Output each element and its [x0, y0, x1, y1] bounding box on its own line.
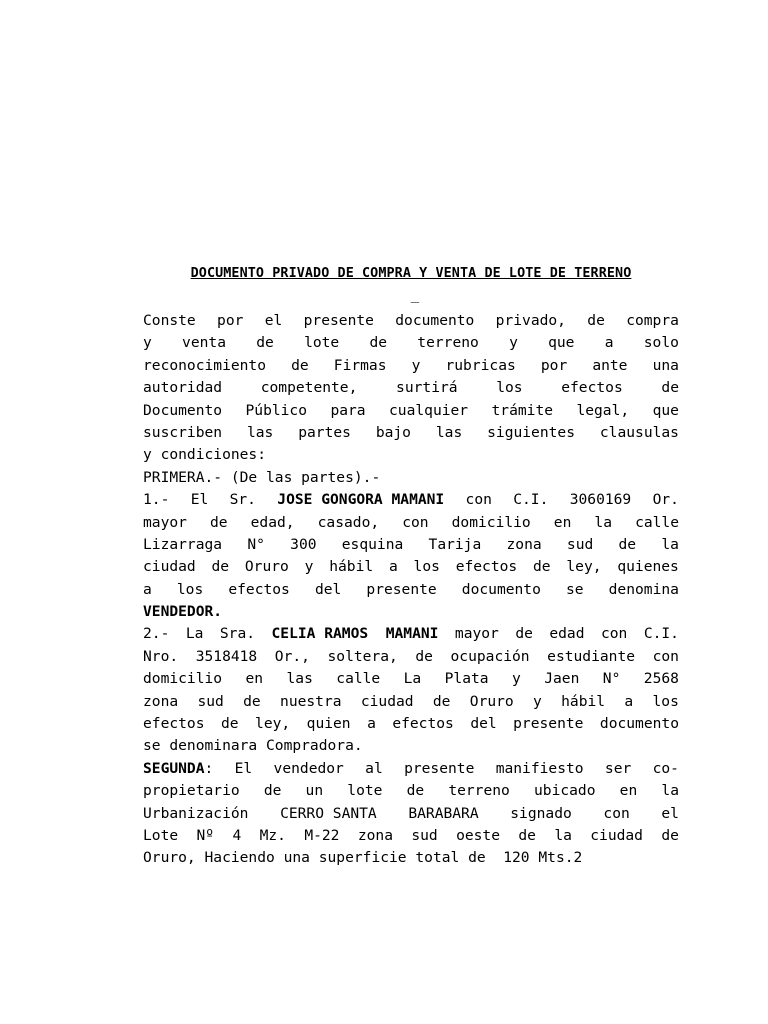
body-word: mayor [143, 513, 187, 531]
body-word-group [143, 758, 213, 780]
body-word: de [515, 625, 533, 643]
body-word: hábil [561, 692, 606, 710]
body-word: C.I. [513, 491, 549, 509]
body-word: en [553, 513, 572, 531]
body-word: BARABARA [408, 804, 479, 822]
body-line [143, 534, 679, 556]
body-line [143, 422, 679, 444]
body-word: 2.- [143, 625, 170, 643]
body-word: de [291, 356, 309, 374]
body-word: M-22 [304, 826, 340, 844]
body-word: al [365, 759, 383, 777]
body-word: suscriben [143, 423, 223, 441]
body-line [143, 512, 679, 534]
body-word: y [411, 356, 421, 374]
body-word: La [403, 670, 422, 688]
body-word: del [470, 715, 497, 733]
body-word: una [652, 356, 679, 374]
body-word: documento [599, 715, 679, 733]
body-word: de [369, 334, 388, 352]
body-word: efectos [392, 715, 454, 733]
body-word: competente, [260, 379, 358, 397]
body-word: surtirá [396, 379, 458, 397]
body-word: con [600, 625, 628, 643]
body-word: las [286, 670, 313, 688]
body-word: ciudad [590, 826, 643, 844]
body-word: 3060169 [569, 491, 632, 509]
body-word: siguientes [487, 423, 575, 441]
body-line [143, 623, 679, 645]
body-word: las [246, 423, 274, 441]
body-word: Oruro, Haciendo una superficie total de 120 Mts.2 [143, 849, 583, 867]
body-word: privado, [495, 312, 566, 329]
body-word: de [256, 334, 274, 352]
body-line [143, 489, 679, 511]
body-word: ubicado [534, 782, 596, 800]
body-line [143, 758, 679, 780]
body-word: Oruro [244, 558, 289, 576]
body-word: de [220, 715, 239, 733]
body-line [143, 444, 679, 466]
body-line [143, 691, 679, 713]
body-word: ciudad [360, 692, 414, 710]
body-word: Documento [143, 401, 223, 419]
body-word: partes [298, 423, 351, 441]
body-line [143, 803, 679, 825]
body-word: y condiciones: [143, 446, 267, 464]
body-line [143, 332, 679, 354]
body-word: Nº [196, 826, 215, 844]
title-underscore-mark: _ [410, 287, 420, 303]
body-word: ante [592, 356, 628, 374]
body-word: terreno [417, 334, 479, 352]
body-word: zona [143, 692, 179, 710]
body-word: Firmas [333, 356, 387, 374]
body-word: esquina [341, 535, 404, 553]
body-word: con [603, 804, 630, 822]
body-word: presente [404, 759, 475, 777]
body-word: rubricas [445, 356, 516, 374]
body-word: 3518418 [195, 647, 258, 665]
body-word: autoridad [143, 379, 223, 397]
body-word: se denominara Compradora. [143, 737, 363, 755]
body-word: de [661, 379, 679, 397]
body-word: de [618, 535, 637, 553]
body-word: sud [197, 692, 224, 710]
body-word: efectos [228, 580, 290, 598]
body-word: un [305, 782, 324, 800]
body-word: El [234, 759, 253, 777]
body-word: La [185, 625, 204, 643]
body-word: con [465, 491, 492, 509]
body-line [143, 467, 679, 489]
body-word: Lizarraga [143, 535, 223, 553]
body-word: a [624, 692, 634, 710]
body-word: CERRO SANTA [280, 804, 377, 822]
body-word: 2568 [643, 670, 679, 688]
body-word: de [415, 647, 433, 665]
body-word: venta [182, 334, 226, 352]
body-word: domicilio [143, 670, 223, 688]
body-word: casado, [317, 513, 380, 531]
body-word: de [587, 312, 605, 329]
body-word: en [245, 670, 264, 688]
body-word: edad, [250, 513, 295, 531]
body-word: los [652, 692, 679, 710]
body-word: 1.- [143, 491, 170, 509]
body-word: los [176, 580, 204, 598]
body-word: presente [366, 580, 437, 598]
body-word: Urbanización [143, 804, 249, 822]
body-word: la [554, 826, 572, 844]
body-word: compra [626, 312, 679, 329]
body-word: manifiesto [495, 759, 584, 777]
body-word: lote [347, 782, 383, 800]
body-word: de [406, 782, 425, 800]
body-word: zona [357, 826, 393, 844]
body-word: el [661, 804, 679, 822]
body-word: de [263, 782, 282, 800]
body-word: efectos [455, 558, 518, 576]
body-word: a [604, 334, 614, 352]
body-word: efectos [561, 379, 623, 397]
body-word: y [509, 334, 518, 352]
body-line [143, 735, 679, 757]
body-word: . [213, 603, 223, 621]
body-word: 300 [290, 535, 317, 553]
body-word: edad [549, 625, 585, 643]
body-word: PRIMERA.- (De las partes).- [143, 468, 381, 486]
body-word: trámite [491, 401, 554, 419]
body-word: presente [513, 715, 584, 733]
document-title: DOCUMENTO PRIVADO DE COMPRA Y VENTA DE LOTE DE TERRENO [190, 266, 632, 281]
body-word: mayor [454, 625, 499, 643]
body-line [143, 579, 679, 601]
body-line [143, 825, 679, 847]
body-word: signado [510, 804, 572, 822]
body-word: terreno [448, 782, 510, 800]
body-word: vendedor [273, 759, 344, 777]
body-word: quienes [617, 558, 679, 576]
body-word: Nro. [143, 647, 179, 665]
body-word: la [661, 782, 679, 800]
body-word: Sr. [229, 491, 256, 509]
body-word: que [548, 334, 575, 352]
body-word: zona [506, 535, 542, 553]
body-word: y [304, 558, 314, 576]
body-line [143, 646, 679, 668]
body-word: JOSE GONGORA MAMANI [277, 491, 445, 509]
body-word: hábil [329, 558, 374, 576]
body-word: estudiante [547, 647, 636, 665]
body-word: bajo [375, 423, 411, 441]
body-word: ciudad [143, 558, 196, 576]
body-line [143, 847, 679, 869]
body-word: Conste [143, 312, 196, 329]
body-word: N° [602, 670, 621, 688]
body-word: de [518, 826, 536, 844]
body-line [143, 780, 679, 802]
body-line [143, 668, 679, 690]
body-word: Plata [444, 670, 489, 688]
body-word: lote [304, 334, 340, 352]
body-word: sud [566, 535, 594, 553]
body-word: del [314, 580, 342, 598]
body-word: denomina [608, 580, 679, 598]
body-word: para [330, 401, 366, 419]
body-word: presente [303, 312, 374, 329]
body-line [143, 355, 679, 377]
body-word: N° [247, 535, 265, 553]
body-word: calle [336, 670, 381, 688]
body-word: el [264, 312, 283, 329]
body-word: sud [411, 826, 438, 844]
body-word: quien [306, 715, 351, 733]
body-word: a [143, 580, 152, 598]
body-word: : [204, 759, 214, 777]
body-word: Mz. [259, 826, 286, 844]
body-word: ser [604, 759, 632, 777]
body-word: Sra. [219, 625, 256, 643]
body-word: de [661, 826, 679, 844]
body-word: las [435, 423, 463, 441]
body-word: Or. [652, 491, 679, 509]
body-word: co- [652, 759, 679, 777]
body-word: de [533, 558, 551, 576]
body-line [143, 713, 679, 735]
body-word: la [661, 535, 679, 553]
body-word: a [388, 558, 398, 576]
body-word: oeste [456, 826, 501, 844]
body-word: clausulas [599, 423, 679, 441]
body-word: soltera, [327, 647, 398, 665]
body-word: ocupación [450, 647, 530, 665]
body-word: y [143, 334, 152, 352]
body-word: domicilio [451, 513, 531, 531]
body-word: CELIA RAMOS MAMANI [271, 625, 439, 643]
body-word: Tarija [428, 535, 482, 553]
body-word: solo [643, 334, 679, 352]
body-word: nuestra [280, 692, 342, 710]
body-word: calle [635, 513, 679, 531]
body-word: ley, [255, 715, 291, 733]
body-word: reconocimiento [143, 356, 267, 374]
body-word: Or., [274, 647, 310, 665]
body-word: los [413, 558, 440, 576]
body-word: cualquier [389, 401, 469, 419]
body-line [143, 310, 679, 332]
body-word: Público [245, 401, 308, 419]
body-word: de [210, 513, 228, 531]
body-word: se [565, 580, 584, 598]
body-word: propietario [143, 782, 240, 800]
body-word: 4 [232, 826, 242, 844]
body-word: efectos [143, 715, 205, 733]
body-word: por [540, 356, 568, 374]
body-line [143, 556, 679, 578]
body-word: SEGUNDA [143, 759, 205, 777]
body-word: por [217, 312, 244, 329]
body-word: que [652, 401, 679, 419]
body-word: ley, [566, 558, 602, 576]
body-word: documento [461, 580, 541, 598]
body-word: y [512, 670, 521, 688]
body-line [143, 601, 679, 623]
body-word: y [533, 692, 542, 710]
body-word: en [619, 782, 638, 800]
body-word: de [243, 692, 261, 710]
body-word: de [211, 558, 230, 576]
body-word: C.I. [643, 625, 679, 643]
body-word: documento [395, 312, 475, 329]
body-word: con [402, 513, 429, 531]
body-word: VENDEDOR [143, 603, 214, 621]
body-word: Oruro [469, 692, 514, 710]
body-word: El [190, 491, 209, 509]
body-word: la [594, 513, 612, 531]
body-word: Jaen [544, 670, 580, 688]
body-line [143, 400, 679, 422]
body-word: de [432, 692, 451, 710]
body-word: los [496, 379, 523, 397]
document-body [143, 310, 679, 870]
body-word: con [652, 647, 679, 665]
body-word: legal, [576, 401, 630, 419]
body-line [143, 377, 679, 399]
body-word: a [367, 715, 376, 733]
body-word: Lote [143, 826, 179, 844]
